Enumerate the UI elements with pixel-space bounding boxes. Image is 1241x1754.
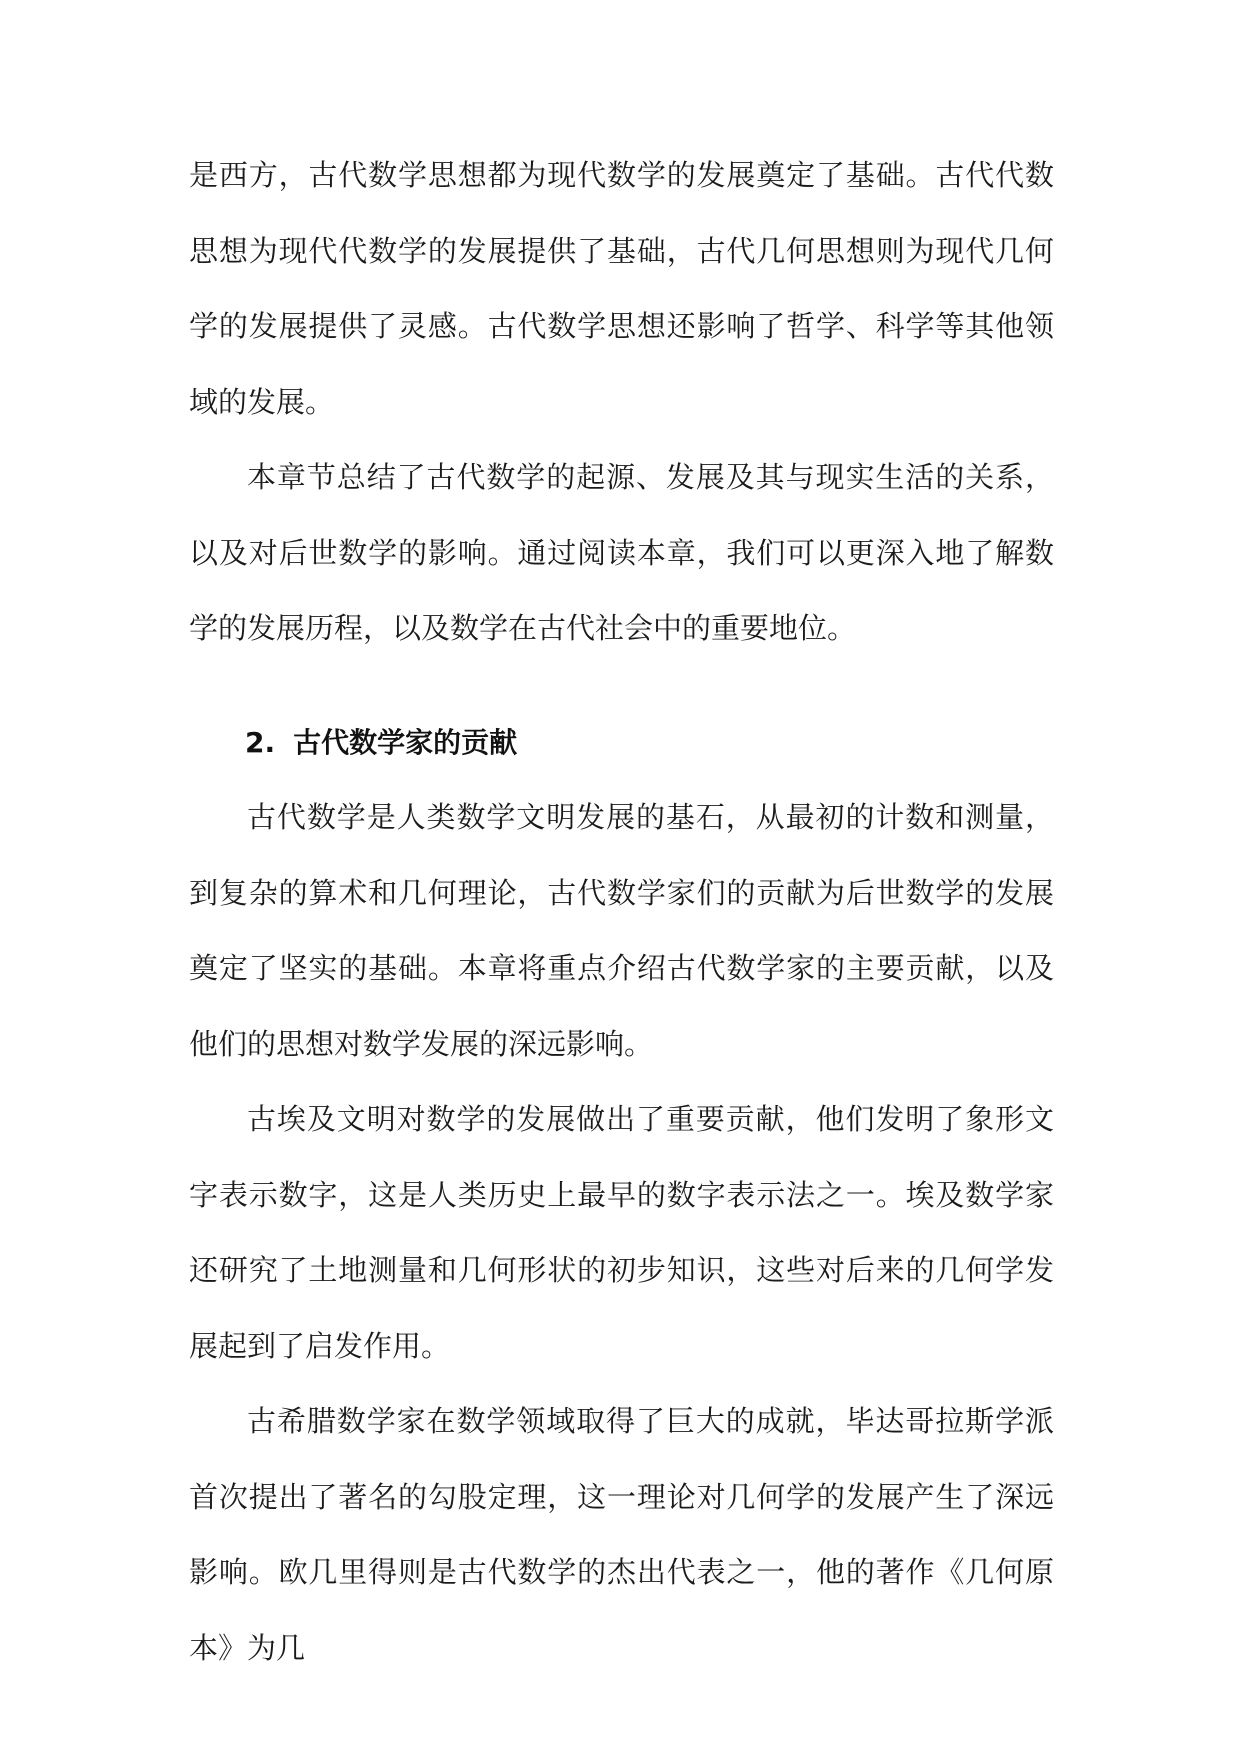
section-number: 2. [245,725,276,759]
paragraph-chapter-summary: 本章节总结了古代数学的起源、发展及其与现实生活的关系，以及对后世数学的影响。通过阅读本章，我们可以更深入地了解数学的发展历程，以及数学在古代社会中的重要地位。 [189,460,1054,645]
document-body [189,138,1054,1686]
paragraph-continuation: 是西方，古代数学思想都为现代数学的发展奠定了基础。古代代数思想为现代代数学的发展提供了基础，古代几何思想则为现代几何学的发展提供了灵感。古代数学思想还影响了哲学、科学等其他领域的发展。 [189,158,1054,419]
paragraph-intro: 古代数学是人类数学文明发展的基石，从最初的计数和测量，到复杂的算术和几何理论，古代数学家们的贡献为后世数学的发展奠定了坚实的基础。本章将重点介绍古代数学家的主要贡献，以及他们的思想对数学发展的深远影响。 [189,800,1054,1061]
section-heading [189,705,1054,781]
paragraph-greece: 古希腊数学家在数学领域取得了巨大的成就，毕达哥拉斯学派首次提出了著名的勾股定理，这一理论对几何学的发展产生了深远影响。欧几里得则是古代数学的杰出代表之一，他的著作《几何原本》为几 [189,1404,1054,1665]
paragraph-egypt: 古埃及文明对数学的发展做出了重要贡献，他们发明了象形文字表示数字，这是人类历史上最早的数字表示法之一。埃及数学家还研究了土地测量和几何形状的初步知识，这些对后来的几何学发展起到了启发作用。 [189,1102,1054,1363]
section-title: 古代数学家的贡献 [293,725,518,759]
